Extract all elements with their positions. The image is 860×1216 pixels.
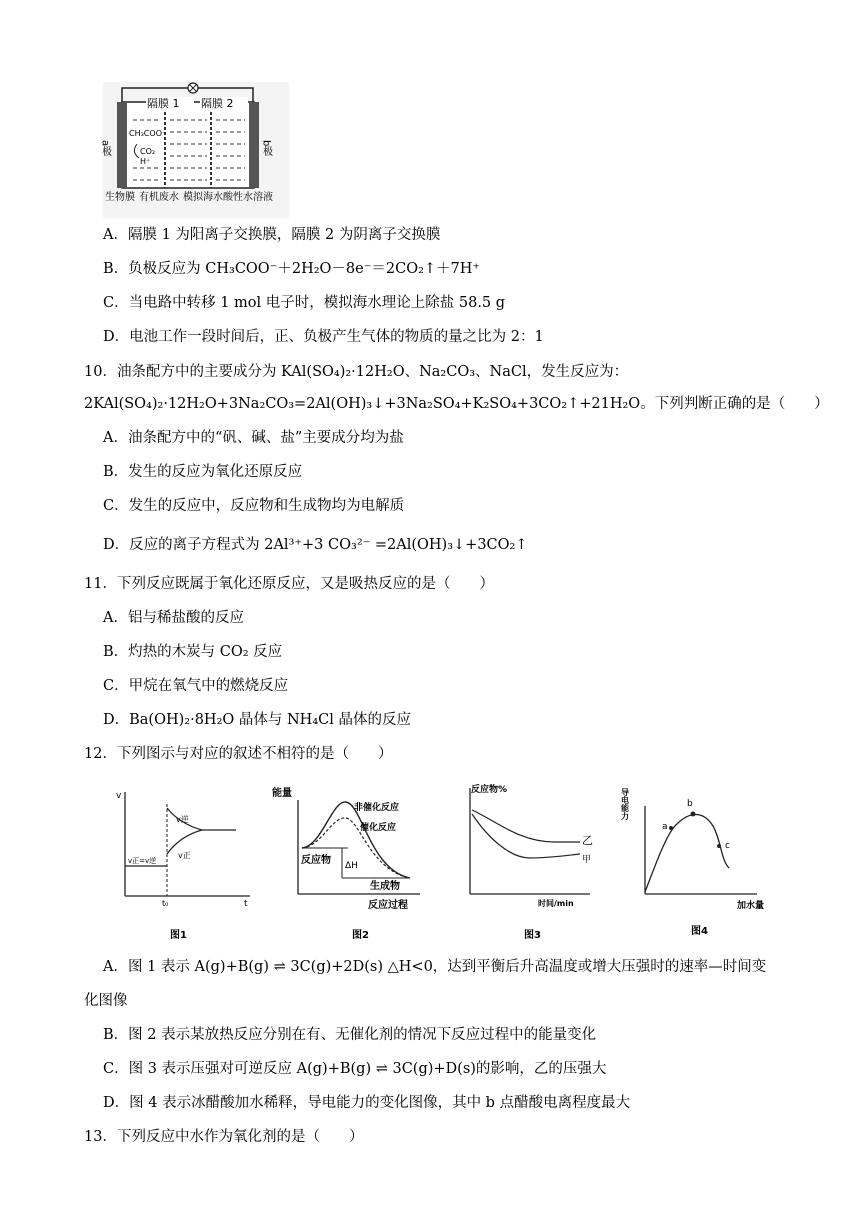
fig1-t0: t₀ xyxy=(162,899,169,908)
q12-option-d: D．图 4 表示冰醋酸加水稀释，导电能力的变化图像，其中 b 点醋酸电离程度最大 xyxy=(103,1095,631,1111)
fig3-yi: 乙 xyxy=(582,834,593,847)
q11-option-b: B．灼热的木炭与 CO₂ 反应 xyxy=(103,644,283,660)
fig4-point-a: a xyxy=(662,822,668,832)
q10-option-a: A．油条配方中的“矾、碱、盐”主要成分均为盐 xyxy=(103,430,404,446)
q10-equation: 2KAl(SO₄)₂·12H₂O+3Na₂CO₃=2Al(OH)₃↓+3Na₂SO₄+K₂SO₄+3CO₂↑+21H₂O。下列判断正确的是（ ） xyxy=(84,396,829,412)
bottom-label-3: 模拟海水 xyxy=(183,192,223,203)
fig2-product: 生成物 xyxy=(370,881,400,892)
q10-option-d: D．反应的离子方程式为 2Al³⁺+3 CO₃²⁻ =2Al(OH)₃↓+3CO₂↑ xyxy=(103,537,528,553)
bottom-label-1: 生物膜 xyxy=(105,192,135,203)
q10-stem: 10．油条配方中的主要成分为 KAl(SO₄)₂·12H₂O、Na₂CO₃、NaCl，发生反应为： xyxy=(84,364,629,380)
bottom-label-4: 酸性水溶液 xyxy=(223,192,273,203)
fig4-ylabel: 导电能力 xyxy=(620,788,630,820)
q13-stem: 13．下列反应中水作为氧化剂的是（ ） xyxy=(84,1129,364,1145)
fig2-cat: 催化反应 xyxy=(360,823,397,833)
battery-cell-figure xyxy=(99,82,289,218)
fig4-point-b: b xyxy=(687,799,693,809)
species-acetate: CH₃COO⁻ xyxy=(129,129,167,138)
q12-figure-2 xyxy=(270,780,430,944)
fig1-caption: 图1 xyxy=(170,930,187,941)
fig2-dh: ΔH xyxy=(345,861,358,871)
q9-option-c: C．当电路中转移 1 mol 电子时，模拟海水理论上除盐 58.5 g xyxy=(103,295,506,311)
fig1-v-axis: v xyxy=(116,791,122,801)
q11-option-c: C．甲烷在氧气中的燃烧反应 xyxy=(103,678,289,694)
q10-option-b: B．发生的反应为氧化还原反应 xyxy=(103,464,303,480)
fig2-reactant: 反应物 xyxy=(301,855,331,866)
fig1-v-rev: v逆 xyxy=(176,815,189,824)
membrane2-label: 隔膜 2 xyxy=(201,97,234,110)
fig3-jia: 甲 xyxy=(582,855,592,865)
q12-option-c: C．图 3 表示压强对可逆反应 A(g)+B(g) ⇌ 3C(g)+D(s)的影响，乙的压强大 xyxy=(103,1061,607,1077)
fig4-xlabel: 加水量 xyxy=(737,901,765,911)
membrane1-label: 隔膜 1 xyxy=(147,97,180,110)
q12-figure-3 xyxy=(458,778,608,944)
q9-option-b: B．负极反应为 CH₃COO⁻＋2H₂O－8e⁻＝2CO₂↑＋7H⁺ xyxy=(103,261,481,277)
q12-stem: 12．下列图示与对应的叙述不相符的是（ ） xyxy=(84,746,393,762)
fig4-point-c: c xyxy=(725,841,730,851)
fig3-ylabel: 反应物% xyxy=(471,785,508,795)
q9-option-d: D．电池工作一段时间后，正、负极产生气体的物质的量之比为 2：1 xyxy=(103,329,544,345)
q12-option-a-line1: A．图 1 表示 A(g)+B(g) ⇌ 3C(g)+2D(s) △H<0，达到平衡后升高温度或增大压强时的速率—时间变 xyxy=(103,959,767,975)
fig2-ylabel: 能量 xyxy=(272,788,292,799)
fig4-caption: 图4 xyxy=(691,926,708,937)
q12-figure-4 xyxy=(620,776,785,942)
fig1-t-axis: t xyxy=(244,899,248,909)
fig3-caption: 图3 xyxy=(524,930,541,941)
q12-option-b: B．图 2 表示某放热反应分别在有、无催化剂的情况下反应过程中的能量变化 xyxy=(103,1027,597,1043)
species-h: H⁺ xyxy=(140,157,151,166)
fig2-xlabel: 反应过程 xyxy=(368,900,408,911)
species-co2: CO₂ xyxy=(140,147,156,156)
q11-option-a: A．铝与稀盐酸的反应 xyxy=(103,610,244,626)
q11-stem: 11．下列反应既属于氧化还原反应，又是吸热反应的是（ ） xyxy=(84,576,494,592)
q10-option-c: C．发生的反应中，反应物和生成物均为电解质 xyxy=(103,498,405,514)
electrode-a-label: a极 xyxy=(99,140,111,157)
fig1-v-eq: v正=v逆 xyxy=(128,857,157,865)
fig3-xlabel: 时间/min xyxy=(538,899,574,908)
fig2-uncat: 非催化反应 xyxy=(354,803,400,813)
q12-figure-1 xyxy=(110,784,260,944)
q9-option-a: A．隔膜 1 为阳离子交换膜，隔膜 2 为阴离子交换膜 xyxy=(103,227,441,243)
electrode-b-label: b极 xyxy=(260,140,272,157)
q11-option-d: D．Ba(OH)₂·8H₂O 晶体与 NH₄Cl 晶体的反应 xyxy=(103,712,411,728)
bottom-label-2: 有机废水 xyxy=(139,192,179,203)
fig2-caption: 图2 xyxy=(352,930,369,941)
q12-option-a-line2: 化图像 xyxy=(84,993,128,1009)
fig1-v-fwd: v正 xyxy=(178,851,191,860)
